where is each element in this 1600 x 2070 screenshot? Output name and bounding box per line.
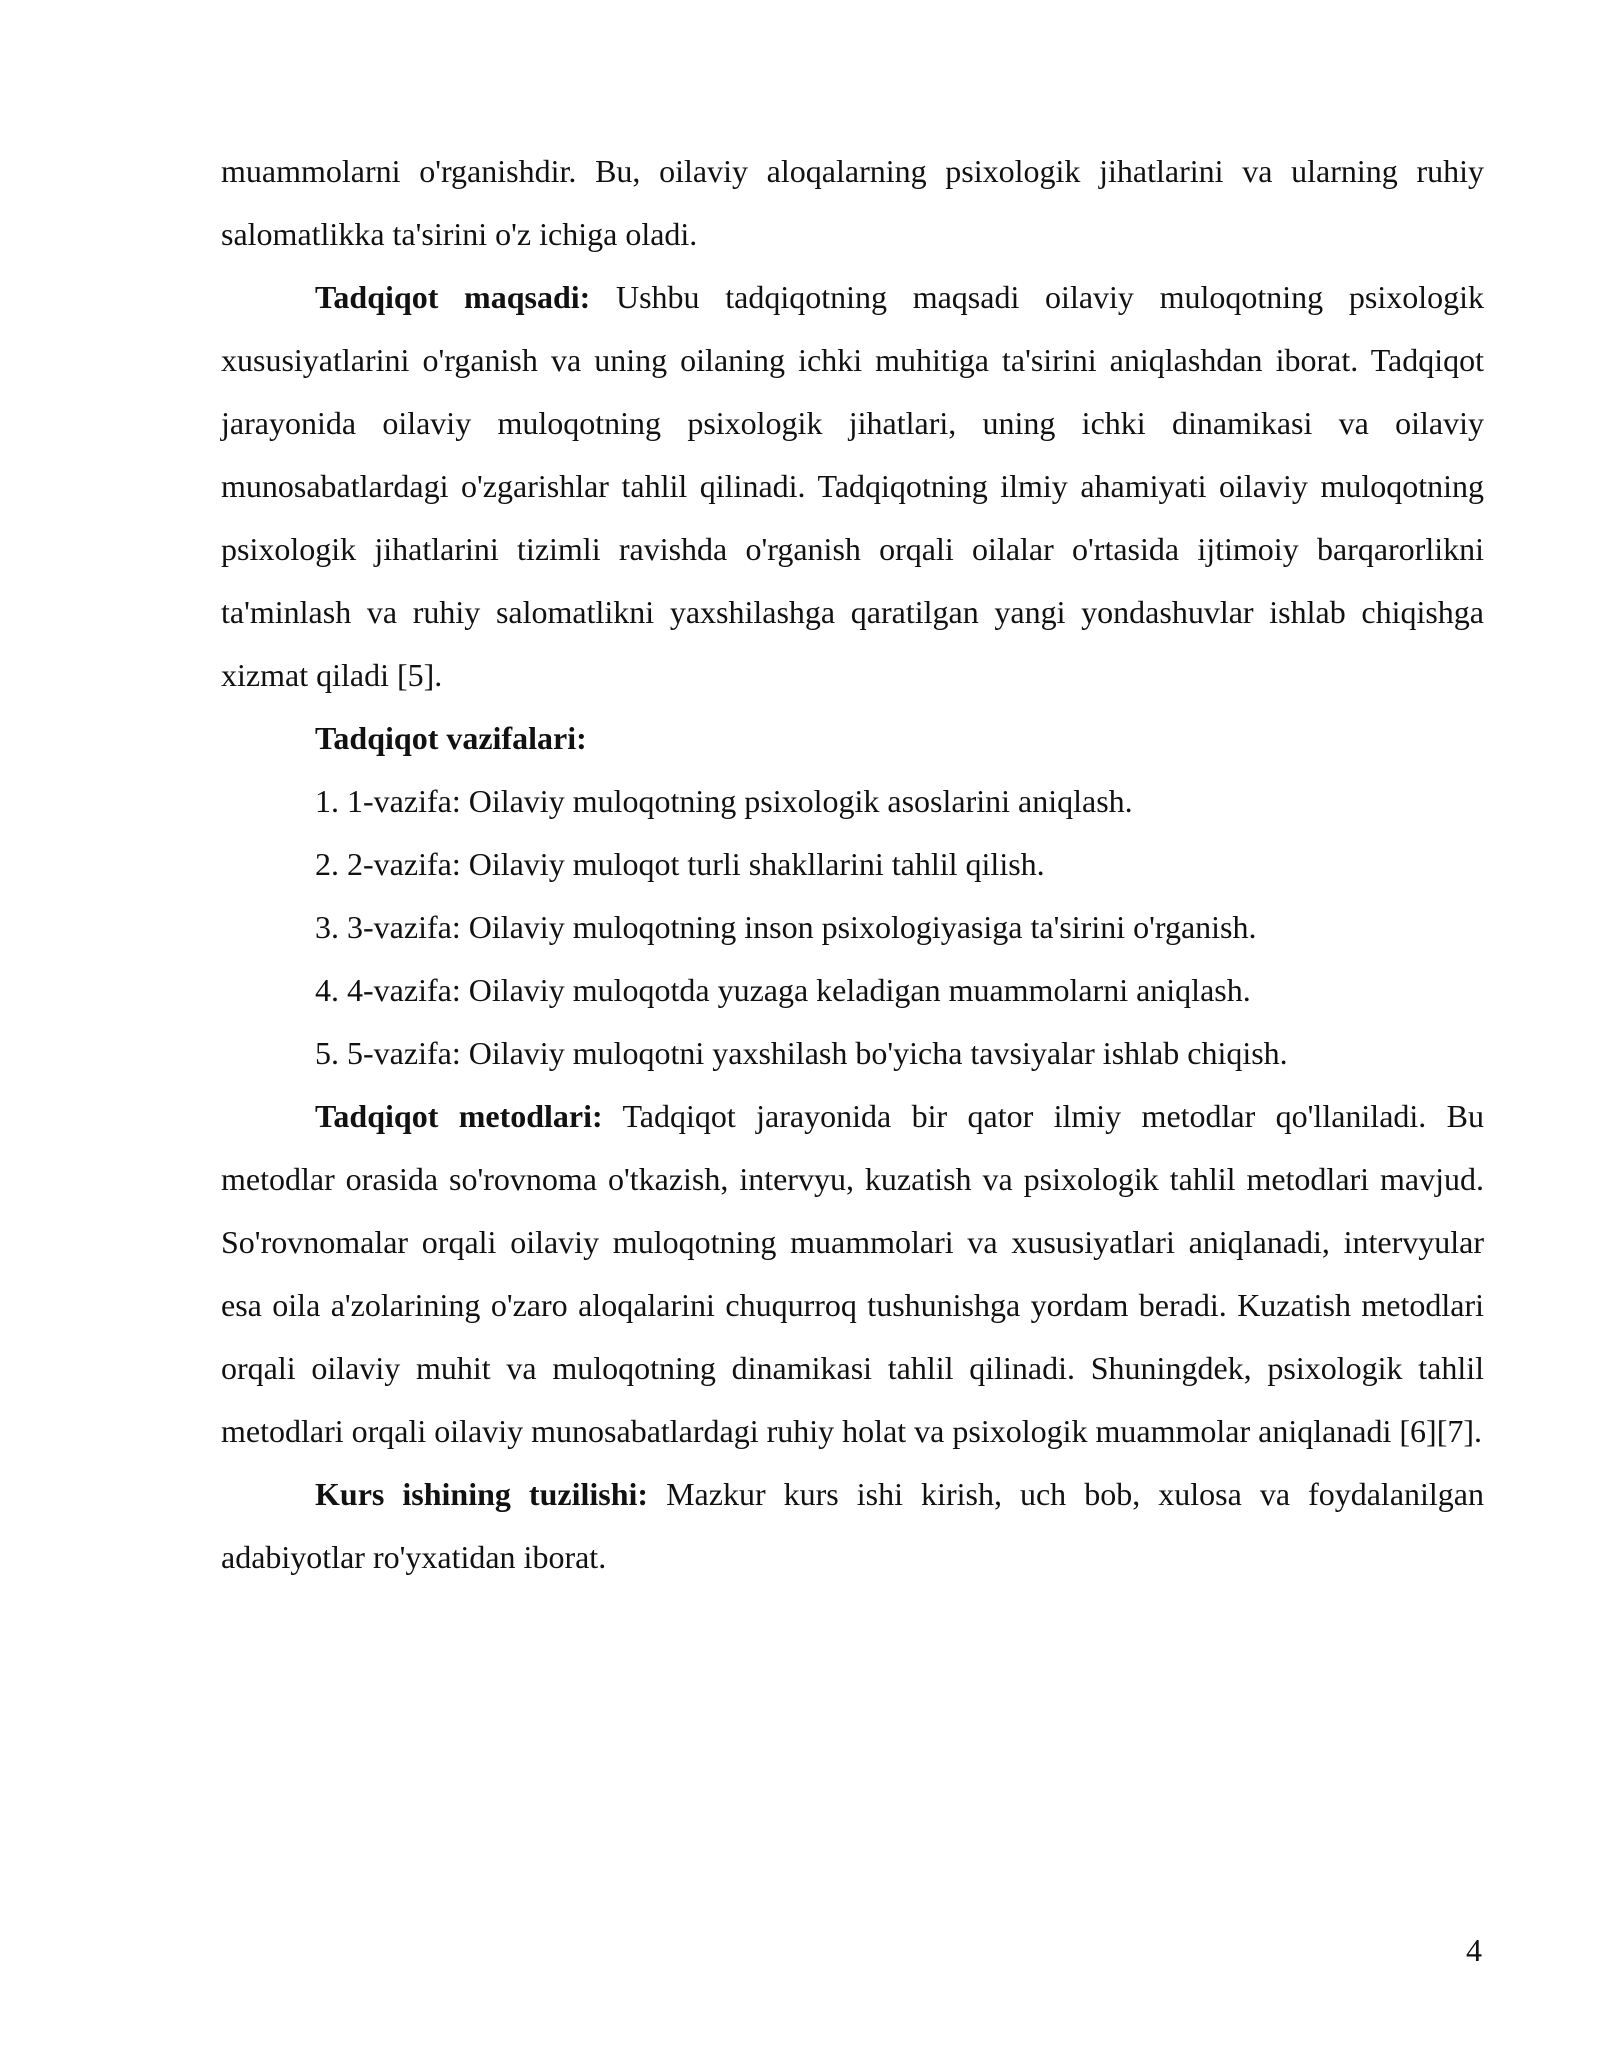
document-page <box>221 140 1484 1589</box>
list-item: 4. 4-vazifa: Oilaviy muloqotda yuzaga keladigan muammolarni aniqlash. <box>315 972 1251 1008</box>
list-item: 2. 2-vazifa: Oilaviy muloqot turli shakllarini tahlil qilish. <box>315 846 1045 882</box>
intro-paragraph: muammolarni o'rganishdir. Bu, oilaviy aloqalarning psixologik jihatlarini va ularning ruhiy salomatlikka ta'sirini o'z ichiga oladi. <box>221 153 1484 252</box>
research-tasks-heading: Tadqiqot vazifalari: <box>315 720 587 756</box>
research-goal-text: Ushbu tadqiqotning maqsadi oilaviy muloqotning psixologik xususiyatlarini o'rganish va uning oilaning ichki muhitiga ta'sirini aniqlashdan iborat. Tadqiqot jarayonida oilaviy muloqotning psixologik jihatlari, uning ichki dinamikasi va oilaviy munosabatlardagi o'zgarishlar tahlil qilinadi. Tadqiqotning ilmiy ahamiyati oilaviy muloqotning psixologik jihatlarini tizimli ravishda o'rganish orqali oilalar o'rtasida ijtimoiy barqarorlikni ta'minlash va ruhiy salomatlikni yaxshilashga qaratilgan yangi yondashuvlar ishlab chiqishga xizmat qiladi [5]. <box>221 279 1485 693</box>
research-methods-paragraph <box>221 1085 1484 1463</box>
course-structure-paragraph <box>221 1463 1484 1589</box>
research-goal-paragraph <box>221 266 1484 707</box>
research-methods-label: Tadqiqot metodlari: <box>315 1098 603 1134</box>
page-number: 4 <box>1466 1932 1482 1968</box>
list-item: 1. 1-vazifa: Oilaviy muloqotning psixologik asoslarini aniqlash. <box>315 783 1133 819</box>
research-goal-label: Tadqiqot maqsadi: <box>315 279 591 315</box>
list-item: 3. 3-vazifa: Oilaviy muloqotning inson psixologiyasiga ta'sirini o'rganish. <box>315 909 1257 945</box>
research-tasks-list <box>221 770 1484 1085</box>
course-structure-text: Mazkur kurs ishi kirish, uch bob, xulosa va foydalanilgan adabiyotlar ro'yxatidan iborat. <box>221 1476 1485 1575</box>
course-structure-label: Kurs ishining tuzilishi: <box>315 1476 649 1512</box>
research-methods-text: Tadqiqot jarayonida bir qator ilmiy metodlar qo'llaniladi. Bu metodlar orasida so'rovnoma o'tkazish, intervyu, kuzatish va psixologik tahlil metodlari mavjud. So'rovnomalar orqali oilaviy muloqotning muammolari va xususiyatlari aniqlanadi, intervyular esa oila a'zolarining o'zaro aloqalarini chuqurroq tushunishga yordam beradi. Kuzatish metodlari orqali oilaviy muhit va muloqotning dinamikasi tahlil qilinadi. Shuningdek, psixologik tahlil metodlari orqali oilaviy munosabatlardagi ruhiy holat va psixologik muammolar aniqlanadi [6][7]. <box>221 1098 1484 1449</box>
list-item: 5. 5-vazifa: Oilaviy muloqotni yaxshilash bo'yicha tavsiyalar ishlab chiqish. <box>315 1035 1288 1071</box>
